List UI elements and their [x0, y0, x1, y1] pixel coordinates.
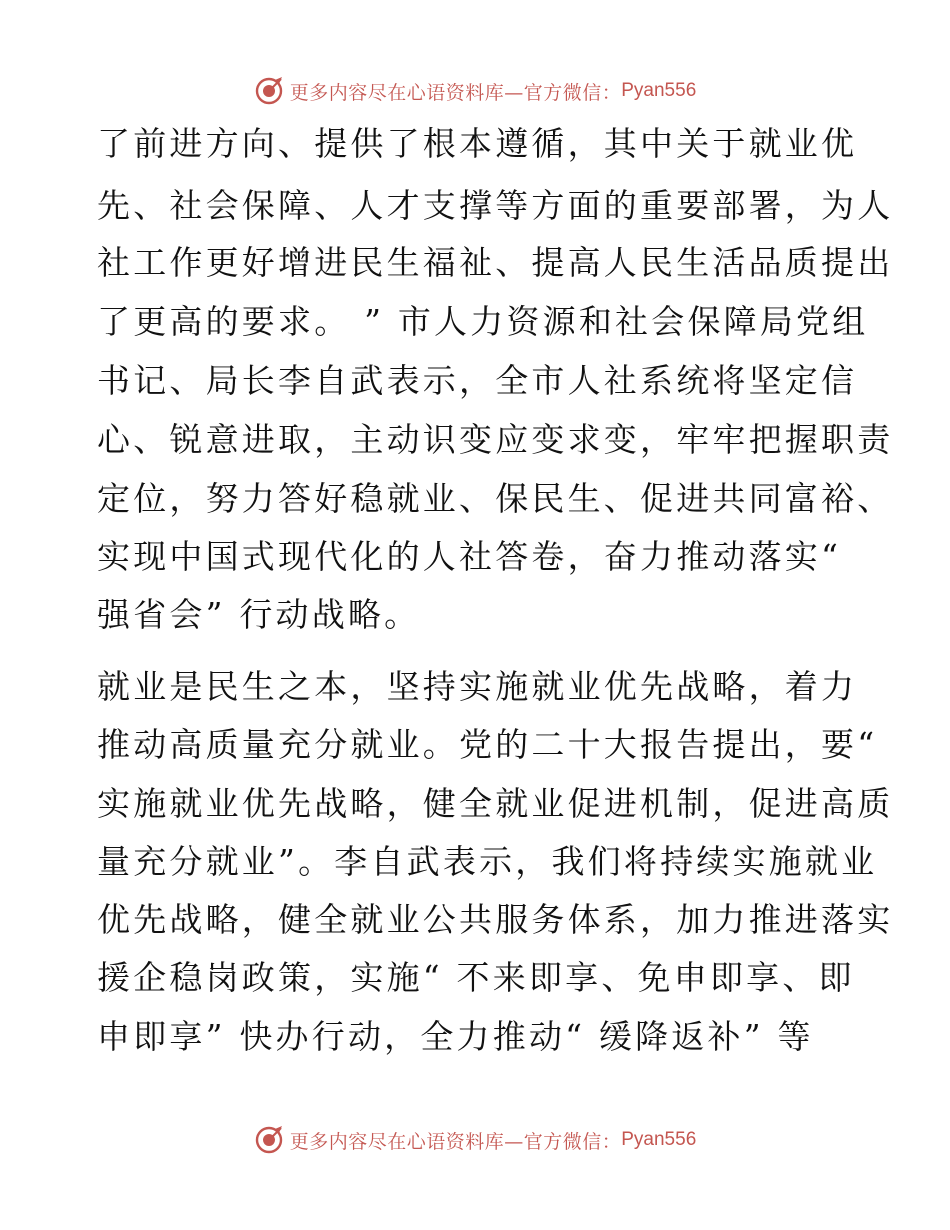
- body-line: 申即享” 快办行动，全力推动“ 缓降返补” 等: [97, 1017, 814, 1056]
- body-line: 了前进方向、提供了根本遵循，其中关于就业优: [97, 124, 858, 163]
- watermark-text: 更多内容尽在心语资料库—官方微信：: [289, 1130, 622, 1153]
- body-line: 推动高质量充分就业。党的二十大报告提出，要“: [97, 725, 878, 764]
- body-line: 了更高的要求。 ” 市人力资源和社会保障局党组: [97, 302, 869, 341]
- watermark-text: 更多内容尽在心语资料库—官方微信：: [289, 81, 622, 104]
- body-line: 援企稳岗政策，实施“ 不来即享、免申即享、即: [97, 958, 855, 997]
- watermark-id: Pyan556: [621, 1129, 697, 1150]
- header-watermark: [0, 69, 950, 113]
- body-line: 先、社会保障、人才支撑等方面的重要部署，为人: [97, 186, 894, 225]
- logo-icon: [254, 1125, 284, 1155]
- body-line: 书记、局长李自武表示，全市人社系统将坚定信: [97, 361, 858, 400]
- watermark-id: Pyan556: [621, 80, 697, 101]
- body-line: 定位，努力答好稳就业、保民生、促进共同富裕、: [97, 479, 894, 518]
- body-line: 优先战略，健全就业公共服务体系，加力推进落实: [97, 900, 894, 939]
- body-line: 就业是民生之本，坚持实施就业优先战略，着力: [97, 667, 858, 706]
- logo-icon: [254, 76, 284, 106]
- body-line: 强省会” 行动战略。: [97, 595, 421, 634]
- body-line: 社工作更好增进民生福祉、提高人民生活品质提出: [97, 243, 894, 282]
- body-line: 实现中国式现代化的人社答卷，奋力推动落实“: [97, 537, 842, 576]
- body-line: 量充分就业”。李自武表示，我们将持续实施就业: [97, 842, 878, 881]
- footer-watermark: [0, 1118, 950, 1162]
- body-line: 实施就业优先战略，健全就业促进机制，促进高质: [97, 784, 894, 823]
- body-line: 心、锐意进取，主动识变应变求变，牢牢把握职责: [97, 420, 894, 459]
